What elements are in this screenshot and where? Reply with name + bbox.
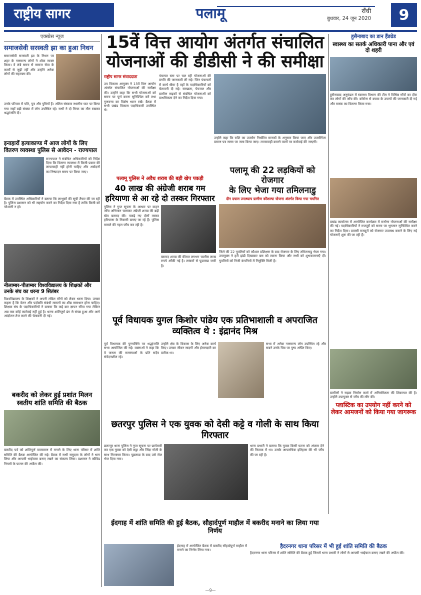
- haidarnagar-headline: हैदरनगर थाना परिसर में भी हुई शांति समिति की बैठक: [280, 544, 387, 550]
- lead-photo: [214, 74, 326, 134]
- page-number: 9: [391, 3, 417, 27]
- right-column: [330, 34, 417, 587]
- left-story2-body: राज्यपाल ने संबंधित अधिकारियों को निर्देश दिया कि वितरण व्यवस्था में किसी प्रकार की लापरवाही नहीं होनी चाहिए और आवेदनों का निष्पादन समय पर किया जाए।: [46, 156, 100, 174]
- brand-logo: राष्ट्रीय सागर: [4, 3, 114, 27]
- tribute-body-col1: पूर्व विधायक की पुण्यतिथि पर श्रद्धांजलि सभा आयोजित की गई। वक्ताओं ने कहा कि वे जनता की समस्याओं के प्रति सदैव संवेदनशील रहे।: [104, 342, 159, 360]
- section-title: पलामू: [195, 6, 226, 22]
- right-kicker: हुसैनाबाद का डान हैंडग्रेड: [351, 34, 396, 40]
- employment-photo: [219, 204, 326, 248]
- tribute-portrait: [218, 342, 264, 398]
- tribute-body-col2: उन्होंने क्षेत्र के विकास के लिए अनेक कार्य किए। उनका जीवन सादगी और ईमानदारी का प्रतीक था।: [161, 342, 216, 355]
- tribute-headline: पूर्व विधायक युगल किशोर पांडेय एक प्रतिभाशाली व अपराजित व्यक्तित्व थे : इंद्रानंद मिश्र: [112, 316, 318, 337]
- arrest-photo: [164, 444, 248, 500]
- left-story2-photo: [4, 157, 44, 195]
- arrest-body-col1: छतरपुर थाना पुलिस ने गुप्त सूचना पर छापेमारी कर एक युवक को देसी कट्टा और जिंदा गोली के साथ गिरफ्तार किया। पूछताछ के बाद उसे जेल भेज दिया गया।: [104, 444, 162, 462]
- lead-body-col1: उप विकास आयुक्त ने 15वें वित्त आयोग अंतर्गत संचालित योजनाओं की समीक्षा की। उन्होंने कहा कि सभी योजनाओं को समय पर पूर्ण करना सुनिश्चित करें तथा गुणवत्ता का विशेष ध्यान रखें। बैठक में सभी प्रखंड विकास पदाधिकारी उपस्थित थे।: [104, 82, 156, 113]
- left-story1-body-cont: उनके परिवार में पति, पुत्र और पुत्रियाँ हैं। अंतिम संस्कार स्थानीय घाट पर किया गया जहाँ बड़ी संख्या में लोग उपस्थित रहे। सभी ने दो मिनट का मौन रखकर श्रद्धांजलि दी।: [4, 102, 100, 116]
- lead-body-col3: उन्होंने कहा कि राशि का उपयोग निर्धारित मानकों के अनुसार किया जाए और उपयोगिता प्रमाण पत्र समय पर जमा किया जाए। लापरवाही बरतने वालों पर कार्रवाई की जाएगी।: [214, 136, 326, 145]
- lead-story: [104, 74, 326, 174]
- liquor-story: [104, 176, 216, 312]
- eidgah-photo: [104, 544, 174, 586]
- left-kicker: एक्स्प्रेस न्यूज: [4, 34, 100, 42]
- plastic-headline: प्लास्टिक का उपयोग नहीं करने को लेकर आमजनों को किया गया जागरूक: [330, 402, 417, 416]
- lead-headline: 15वें वित्त आयोग अंतर्गत संचालित योजनाओं की डीडीसी ने की समीक्षा: [106, 33, 324, 72]
- eidgah-headline: ईदगाह में शांति समिति की हुई बैठक, सौहार्दपूर्ण माहौल में बकरीद मनाने का लिया गया निर्णय: [111, 519, 319, 535]
- arrest-body-col2: थाना प्रभारी ने बताया कि युवक किसी घटना को अंजाम देने की फिराक में था। उसके आपराधिक इतिहास की भी जाँच की जा रही है।: [250, 444, 324, 457]
- left-story5-body: बकरीद पर्व को शांतिपूर्ण वातावरण में मनाने के लिए थाना परिसर में शांति समिति की बैठक आयोजित की गई। बैठक में सभी समुदाय के लोगों ने भाग लिया और आपसी भाईचारा बनाए रखने का संकल्प लिया। प्रशासन ने कोविड नियमों के पालन की अपील की।: [4, 448, 100, 466]
- masthead-date: बुधवार, 24 जून 2020: [327, 16, 371, 22]
- employment-story: [219, 166, 326, 312]
- right-story2-photo: [330, 178, 417, 218]
- right-story3-photo: [330, 349, 417, 389]
- employment-body: जिले की 22 युवतियों को कौशल प्रशिक्षण के बाद रोजगार के लिए तमिलनाडु भेजा गया। उपायुक्त ने हरी झंडी दिखाकर बस को रवाना किया और सभी को शुभकामनाएँ दीं। युवतियों को निजी कंपनियों में नियुक्ति मिली है।: [219, 250, 326, 263]
- arrest-story: [104, 420, 326, 440]
- liquor-photo: [161, 205, 216, 253]
- liquor-body-cont: बरामद शराब की कीमत लगभग चालीस लाख रुपये आँकी गई है। तस्करों से पूछताछ जारी है।: [161, 255, 216, 268]
- liquor-body: पुलिस ने गुप्त सूचना के आधार पर वाहन जाँच अभियान चलाकर अंग्रेजी शराब की बड़ी खेप बरामद की। पकड़े गए दोनों तस्कर हरियाणा के निवासी बताए जा रहे हैं। पुलिस मामले की गहन जाँच कर रही है।: [104, 205, 159, 227]
- page-marker: —9—: [205, 588, 216, 593]
- tribute-body-col3: सभा में अनेक गणमान्य लोग उपस्थित रहे और सबने उनके चित्र पर पुष्प अर्पित किए।: [266, 342, 326, 351]
- left-story1-photo: [56, 54, 100, 100]
- liquor-kicker: पलामू पुलिस ने अवैध शराब की बड़ी खेप पकड़ी: [116, 176, 204, 182]
- liquor-headline: 40 लाख की अंग्रेजी शराब गम हरियाणा से आ रहे दो तस्कर गिरफ्तार: [105, 184, 215, 203]
- left-column: [4, 34, 100, 587]
- right-story1-body: हुसैनाबाद अनुमंडल में स्वास्थ्य विभाग की टीम ने विभिन्न गाँवों का दौरा कर लोगों की जाँच की। कोरोना से बचाव के उपायों की जानकारी दी गई और मास्क का वितरण किया गया।: [330, 92, 417, 106]
- eidgah-body: ईदगाह में आयोजित बैठक में बकरीद सौहार्दपूर्ण माहौल में मनाने का निर्णय लिया गया।: [177, 544, 247, 553]
- left-story2-body-cont: बैठक में उपस्थित अधिकारियों ने बताया कि लाभुकों की सूची तैयार की जा रही है। पुलिस प्रशासन को भी सहयोग करने का निर्देश दिया गया है ताकि किसी को परेशानी न हो।: [4, 196, 100, 210]
- masthead: [0, 0, 421, 30]
- lead-byline: राष्ट्रीय सागर संवाददाता: [104, 74, 138, 79]
- right-story3-body: ग्रामीणों ने सड़क निर्माण कार्य में अनियमितता की शिकायत की है। उन्होंने उपायुक्त से जाँच की माँग की।: [330, 390, 417, 400]
- right-story2-body: प्रखंड कार्यालय में आयोजित कार्यक्रम में मनरेगा योजनाओं की समीक्षा की गई। पदाधिकारियों ने मजदूरों को समय पर भुगतान सुनिश्चित करने का निर्देश दिया। प्रवासी मजदूरों को रोजगार उपलब्ध कराने के लिए नई योजनाएँ शुरू की जा रही हैं।: [330, 219, 417, 238]
- employment-kicker: पलामू की 22 लड़कियों को रोजगार: [229, 166, 316, 186]
- left-story5-photo: [4, 410, 100, 446]
- employment-subhead: दीन दयाल उपाध्याय ग्रामीण कौशल्या योजना अंतर्गत किया गया चयनित: [226, 197, 319, 201]
- arrest-body: [104, 444, 326, 518]
- left-story3-caption: नीलाम्बर-पीताम्बर विश्वविद्यालय के शिक्षकों और उनके संघ का धरना 9 सितंबर: [4, 282, 92, 295]
- bottom-band: [104, 544, 417, 588]
- column-divider: [101, 34, 102, 587]
- haidarnagar-story: [230, 520, 417, 532]
- left-story1-headline: समाजसेवी सरस्वती झा का हुआ निधन: [4, 44, 94, 52]
- left-story5-headline: स्वतीय शांति समिति की बैठक: [16, 399, 88, 407]
- masthead-rule: [4, 30, 417, 32]
- right-story1-photo: [330, 57, 417, 91]
- left-story4-headline: बकरीद को लेकर हुई प्रशांत मिलन: [11, 390, 93, 399]
- tribute-body: [104, 342, 326, 420]
- left-story2-headline: इनाहारों हत्याकाण्ड में आज लोगों के लिए वितरण व्यवस्था पुलिस से आवेदन - राज्यपाल: [4, 141, 97, 154]
- left-story1-body: समाजसेवी सरस्वती झा के निधन पर शहर के गणमान्य लोगों ने शोक व्यक्त किया। वे लंबे समय से समाज सेवा के कार्यों से जुड़ी रहीं और उन्होंने अनेक लोगों की सहायता की।: [4, 54, 54, 77]
- employment-headline: के लिए भेजा गया तमिलनाडु: [229, 186, 316, 196]
- haidarnagar-body: हैदरनगर थाना परिसर में शांति समिति की बैठक हुई जिसमें थाना प्रभारी ने लोगों से आपसी भाईचारा बनाए रखने की अपील की।: [250, 551, 405, 556]
- arrest-headline: छतरपुर पुलिस ने एक युवक को देसी कट्टे व गोली के साथ किया गिरफ्तार: [111, 420, 319, 441]
- column-divider-right: [328, 34, 329, 514]
- lead-body-col2: पंचायत स्तर पर चल रही योजनाओं की प्रगति की जानकारी ली गई। जिन पंचायतों में कार्य धीमा है वहाँ के पदाधिकारियों को चेतावनी दी गई। स्वच्छता, पेयजल और ग्रामीण सड़कों से संबंधित योजनाओं को प्राथमिकता देने का निर्देश दिया गया।: [159, 74, 211, 101]
- plastic-story: [330, 402, 417, 432]
- left-story3-photo: [4, 244, 100, 282]
- masthead-city: राँची: [217, 6, 375, 15]
- right-story1-headline: स्वास्थ्य का सतर्क अधिकारी पाना और एवं दो शहरी: [332, 42, 415, 55]
- masthead-info: [217, 3, 417, 27]
- left-story3-body: विश्वविद्यालय के शिक्षकों ने अपनी लंबित माँगों को लेकर धरना दिया। उनका कहना है कि वेतन और पदोन्नति संबंधी मामलों का शीघ्र समाधान होना चाहिए। शिक्षक संघ के पदाधिकारियों ने बताया कि कई बार ज्ञापन सौंपा गया लेकिन अब तक कोई कार्रवाई नहीं हुई है। धरना शांतिपूर्ण ढंग से संपन्न हुआ और आगे आंदोलन तेज करने की चेतावनी दी गई।: [4, 296, 100, 319]
